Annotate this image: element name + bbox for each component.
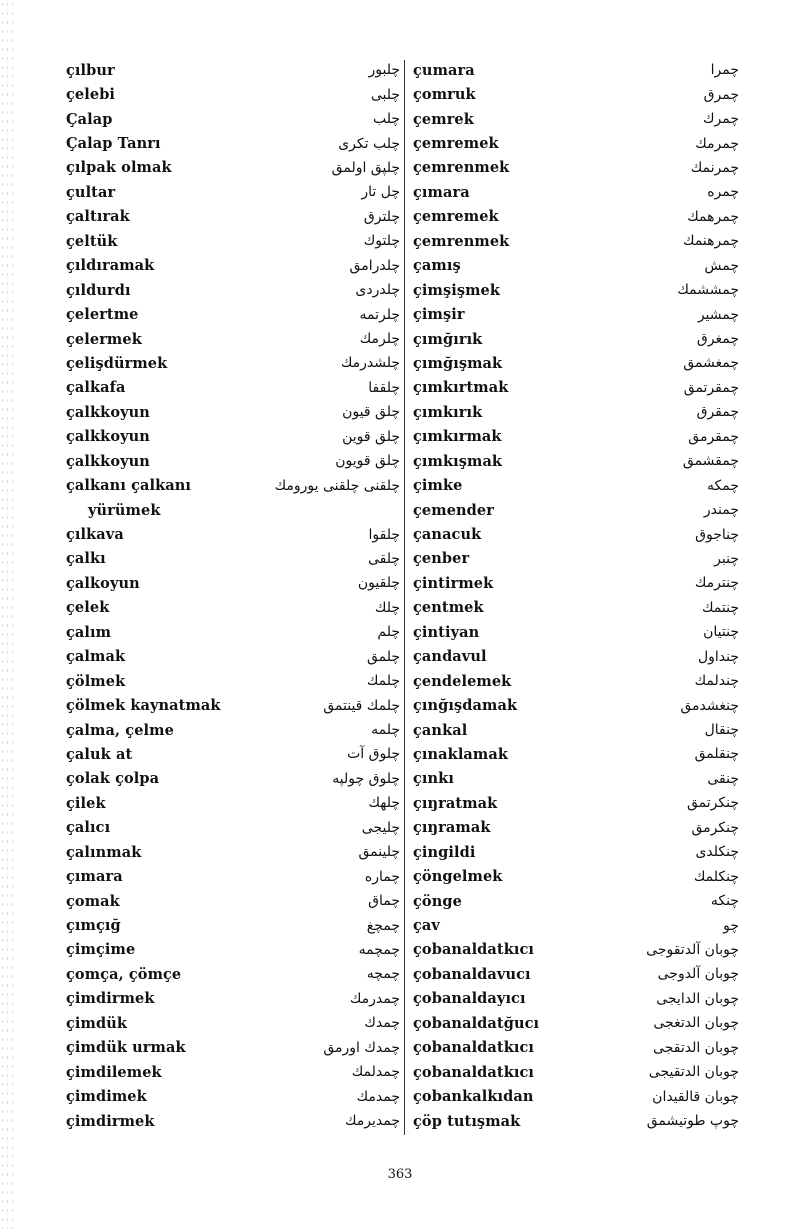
dictionary-entry: [413, 425, 739, 449]
entry-latin: yürümek: [88, 501, 161, 519]
entry-latin: çimdimek: [66, 1088, 147, 1106]
entry-ottoman: چمش: [704, 257, 739, 274]
entry-ottoman: چلمه: [371, 722, 400, 739]
entry-ottoman: چوبان قالقیدان: [652, 1088, 739, 1105]
entry-ottoman: چنترمك: [694, 575, 739, 592]
entry-ottoman: چلیجی: [361, 819, 400, 836]
dictionary-entry: [413, 1084, 739, 1108]
dictionary-entry: [413, 962, 739, 986]
entry-latin: çalınmak: [66, 843, 142, 861]
entry-latin: çalmak: [66, 648, 126, 666]
entry-latin: çölmek: [66, 672, 126, 690]
dictionary-entry: [66, 425, 400, 449]
entry-latin: çınaklamak: [413, 745, 509, 763]
entry-ottoman: چلدردی: [355, 282, 400, 299]
dictionary-entry: [66, 547, 400, 571]
dictionary-entry: [413, 767, 739, 791]
entry-ottoman: چوبان الدایجی: [656, 990, 739, 1007]
dictionary-entry: [66, 791, 400, 815]
entry-latin: çankal: [413, 721, 468, 739]
entry-ottoman: چلقنی چلقنی یورومك: [274, 477, 400, 494]
page-number: 363: [387, 1167, 413, 1182]
entry-latin: çalıcı: [66, 819, 111, 837]
right-column: [413, 58, 739, 1133]
dictionary-entry: [66, 816, 400, 840]
entry-ottoman: چمرهمك: [687, 208, 739, 225]
dictionary-entry: [413, 82, 739, 106]
entry-latin: çelebi: [66, 86, 116, 104]
entry-latin: çobanaldayıcı: [413, 990, 526, 1008]
entry-ottoman: چلبی: [370, 86, 400, 103]
entry-ottoman: چلق قویون: [335, 453, 400, 470]
dictionary-entry: [413, 596, 739, 620]
entry-ottoman: چمقرق: [696, 404, 739, 421]
entry-ottoman: چمرنمك: [690, 159, 739, 176]
entry-latin: çav: [413, 917, 440, 935]
dictionary-entry: [413, 180, 739, 204]
dictionary-entry: [66, 693, 400, 717]
entry-latin: çimdirmek: [66, 990, 155, 1008]
dictionary-entry: [66, 278, 400, 302]
entry-ottoman: چلك: [374, 599, 400, 616]
dictionary-entry: [413, 791, 739, 815]
entry-latin: çalkafa: [66, 379, 126, 397]
entry-ottoman: چمقشمق: [682, 453, 739, 470]
entry-latin: çalkkoyun: [66, 452, 150, 470]
entry-ottoman: چمقرتمق: [683, 379, 739, 396]
dictionary-entry: [413, 840, 739, 864]
entry-ottoman: چو: [723, 917, 739, 934]
entry-latin: çumara: [413, 61, 475, 79]
entry-latin: çimdilemek: [66, 1063, 162, 1081]
dictionary-entry: [413, 938, 739, 962]
entry-latin: çımkışmak: [413, 452, 503, 470]
entry-latin: çobanaldatğucı: [413, 1014, 540, 1032]
entry-ottoman: چلبور: [368, 62, 400, 79]
entry-ottoman: چل تار: [361, 184, 400, 201]
dictionary-entry: [66, 205, 400, 229]
dictionary-entry: [66, 131, 400, 155]
entry-latin: çalkanı çalkanı: [66, 477, 191, 495]
dictionary-entry: [413, 302, 739, 326]
dictionary-entry: [413, 473, 739, 497]
entry-latin: çendelemek: [413, 672, 512, 690]
dictionary-entry: [413, 547, 739, 571]
entry-ottoman: چلمق: [366, 648, 400, 665]
entry-ottoman: چوبان آلدوجی: [657, 966, 739, 983]
entry-latin: çöngelmek: [413, 868, 503, 886]
dictionary-entry: [66, 254, 400, 278]
entry-ottoman: چنتیان: [703, 624, 739, 641]
entry-latin: çingildi: [413, 843, 476, 861]
entry-ottoman: چمرك: [702, 111, 739, 128]
dictionary-entry: [413, 669, 739, 693]
dictionary-entry: [413, 718, 739, 742]
entry-ottoman: چنکلدی: [695, 844, 739, 861]
dictionary-entry: [413, 864, 739, 888]
entry-latin: çalkı: [66, 550, 106, 568]
dictionary-entry: [66, 498, 400, 522]
entry-ottoman: چنکرتمق: [686, 795, 739, 812]
entry-ottoman: چلم: [377, 624, 400, 641]
entry-ottoman: چمرهنمك: [683, 233, 739, 250]
entry-latin: çımkırık: [413, 403, 483, 421]
dictionary-entry: [413, 620, 739, 644]
entry-latin: çımğışmak: [413, 354, 503, 372]
entry-latin: çomak: [66, 892, 120, 910]
dictionary-entry: [66, 1011, 400, 1035]
entry-ottoman: چوبان آلدتقوجی: [646, 941, 739, 958]
dictionary-entry: [413, 571, 739, 595]
entry-ottoman: چلق قوین: [342, 428, 400, 445]
entry-latin: çölmek kaynatmak: [66, 697, 221, 715]
entry-ottoman: چندلمك: [694, 673, 739, 690]
entry-ottoman: چلوق چولپه: [332, 770, 400, 787]
entry-ottoman: چلترق: [363, 208, 400, 225]
dictionary-entry: [413, 278, 739, 302]
entry-ottoman: چنتمك: [702, 599, 739, 616]
dictionary-entry: [66, 376, 400, 400]
dictionary-entry: [413, 522, 739, 546]
dictionary-entry: [413, 1060, 739, 1084]
entry-ottoman: چلتوك: [363, 233, 400, 250]
entry-ottoman: چمرق: [703, 86, 739, 103]
entry-latin: çultar: [66, 183, 116, 201]
entry-ottoman: چلقفا: [368, 379, 400, 396]
dictionary-entry: [66, 767, 400, 791]
entry-ottoman: چمچمه: [358, 941, 400, 958]
entry-ottoman: چلق قیون: [342, 404, 400, 421]
entry-ottoman: چمدلمك: [351, 1064, 400, 1081]
dictionary-entry: [66, 742, 400, 766]
dictionary-entry: [66, 156, 400, 180]
entry-ottoman: چلشدرمك: [340, 355, 400, 372]
entry-ottoman: چنکه: [710, 893, 739, 910]
dictionary-entry: [66, 180, 400, 204]
entry-latin: çönge: [413, 892, 462, 910]
entry-ottoman: چنقی: [707, 770, 739, 787]
entry-latin: çimdük: [66, 1014, 128, 1032]
dictionary-entry: [66, 473, 400, 497]
dictionary-entry: [66, 1060, 400, 1084]
entry-ottoman: چمدك: [364, 1015, 400, 1032]
dictionary-entry: [66, 669, 400, 693]
entry-ottoman: چنغشدمق: [680, 697, 739, 714]
dictionary-entry: [66, 645, 400, 669]
dictionary-entry: [413, 156, 739, 180]
entry-latin: çemrenmek: [413, 232, 510, 250]
dictionary-entry: [66, 596, 400, 620]
entry-latin: çımkırmak: [413, 428, 502, 446]
entry-latin: çentmek: [413, 599, 484, 617]
entry-latin: çelermek: [66, 330, 142, 348]
entry-latin: çobanaldatkıcı: [413, 941, 535, 959]
dictionary-entry: [413, 816, 739, 840]
entry-ottoman: چوبان الدتغجی: [653, 1015, 739, 1032]
entry-ottoman: چمقرمق: [688, 428, 739, 445]
entry-ottoman: چمکه: [707, 477, 739, 494]
dictionary-entry: [413, 449, 739, 473]
entry-latin: çintirmek: [413, 574, 494, 592]
entry-ottoman: چنقلمق: [694, 746, 739, 763]
entry-ottoman: چمره: [707, 184, 739, 201]
dictionary-entry: [66, 449, 400, 473]
entry-ottoman: چلپق اولمق: [331, 159, 400, 176]
dictionary-entry: [413, 987, 739, 1011]
entry-ottoman: چلقوا: [368, 526, 400, 543]
entry-latin: çalkoyun: [66, 574, 140, 592]
entry-ottoman: چلب تکری: [338, 135, 400, 152]
entry-ottoman: چنکلمك: [693, 868, 739, 885]
entry-latin: çaluk at: [66, 745, 133, 763]
entry-latin: çintiyan: [413, 623, 480, 641]
column-divider: [404, 60, 405, 1135]
dictionary-entry: [413, 400, 739, 424]
entry-latin: çöp tutışmak: [413, 1112, 521, 1130]
entry-latin: çobankalkıdan: [413, 1088, 534, 1106]
dictionary-entry: [413, 376, 739, 400]
entry-latin: çandavul: [413, 648, 487, 666]
left-column: [66, 58, 400, 1133]
dictionary-entry: [413, 1109, 739, 1133]
entry-latin: çımara: [413, 183, 470, 201]
entry-latin: Çalap Tanrı: [66, 135, 161, 153]
dictionary-entry: [413, 889, 739, 913]
entry-ottoman: چمندر: [703, 502, 739, 519]
entry-ottoman: چماره: [364, 868, 400, 885]
entry-latin: çobanaldatkıcı: [413, 1063, 535, 1081]
entry-latin: çalkkoyun: [66, 428, 150, 446]
dictionary-entry: [413, 58, 739, 82]
entry-latin: çemremek: [413, 135, 499, 153]
entry-ottoman: چلهك: [368, 795, 400, 812]
entry-ottoman: چلرمك: [359, 331, 400, 348]
dictionary-entry: [66, 107, 400, 131]
entry-ottoman: چوپ طوتیشمق: [646, 1113, 739, 1130]
entry-ottoman: چمغشمق: [683, 355, 739, 372]
dictionary-entry: [66, 620, 400, 644]
entry-latin: çınkı: [413, 770, 454, 788]
entry-ottoman: چنداول: [697, 648, 739, 665]
entry-ottoman: چمشیر: [697, 306, 739, 323]
dictionary-entry: [66, 1036, 400, 1060]
entry-latin: çalım: [66, 623, 112, 641]
entry-latin: çobanaldatkıcı: [413, 1039, 535, 1057]
dictionary-entry: [66, 571, 400, 595]
entry-latin: çılpak olmak: [66, 159, 172, 177]
entry-latin: çeltük: [66, 232, 118, 250]
dictionary-entry: [66, 327, 400, 351]
entry-latin: çimdirmek: [66, 1112, 155, 1130]
entry-latin: Çalap: [66, 110, 113, 128]
entry-latin: çelek: [66, 599, 110, 617]
entry-ottoman: چنبر: [714, 550, 739, 567]
entry-ottoman: چوبان الدتقیجی: [648, 1064, 739, 1081]
entry-latin: çıŋramak: [413, 819, 491, 837]
entry-latin: çanacuk: [413, 526, 482, 544]
entry-latin: çemrek: [413, 110, 474, 128]
entry-ottoman: چماق: [368, 893, 400, 910]
dictionary-entry: [413, 645, 739, 669]
entry-latin: çimdük urmak: [66, 1039, 186, 1057]
entry-ottoman: چمدیرمك: [344, 1113, 400, 1130]
dictionary-entry: [66, 864, 400, 888]
dictionary-entry: [66, 522, 400, 546]
dictionary-entry: [66, 938, 400, 962]
entry-ottoman: چنقال: [704, 722, 739, 739]
dictionary-entry: [66, 1084, 400, 1108]
entry-ottoman: چوبان الدتقجی: [653, 1039, 739, 1056]
entry-latin: çelertme: [66, 306, 139, 324]
entry-latin: çamış: [413, 257, 461, 275]
entry-latin: çemender: [413, 501, 494, 519]
entry-latin: çemremek: [413, 208, 499, 226]
entry-latin: çimşişmek: [413, 281, 501, 299]
dictionary-entry: [66, 229, 400, 253]
entry-latin: çenber: [413, 550, 470, 568]
entry-latin: çimşir: [413, 306, 465, 324]
entry-latin: çomça, çömçe: [66, 965, 182, 983]
entry-ottoman: چمدمك: [356, 1088, 400, 1105]
entry-ottoman: چمدرمك: [349, 990, 400, 1007]
entry-ottoman: چمچغ: [366, 917, 400, 934]
entry-latin: çımkırtmak: [413, 379, 509, 397]
entry-ottoman: چلمك قینتمق: [323, 697, 400, 714]
entry-latin: çımara: [66, 868, 123, 886]
entry-ottoman: چلب: [372, 111, 400, 128]
entry-ottoman: چمغرق: [696, 331, 739, 348]
entry-latin: çimke: [413, 477, 463, 495]
entry-latin: çilek: [66, 794, 106, 812]
dictionary-entry: [413, 254, 739, 278]
dictionary-entry: [413, 327, 739, 351]
entry-latin: çaltırak: [66, 208, 130, 226]
dictionary-entry: [413, 131, 739, 155]
entry-ottoman: چلرتمه: [359, 306, 400, 323]
entry-latin: çimçime: [66, 941, 136, 959]
dictionary-entry: [66, 913, 400, 937]
dictionary-entry: [66, 400, 400, 424]
dictionary-entry: [413, 498, 739, 522]
entry-ottoman: چلقیون: [357, 575, 400, 592]
entry-ottoman: چمدك اورمق: [323, 1039, 400, 1056]
entry-ottoman: چلینمق: [358, 844, 400, 861]
dictionary-entry: [413, 693, 739, 717]
entry-latin: çalkkoyun: [66, 403, 150, 421]
entry-ottoman: چلوق آت: [347, 746, 400, 763]
dictionary-entry: [66, 840, 400, 864]
entry-latin: çolak çolpa: [66, 770, 160, 788]
entry-ottoman: چلقی: [367, 550, 400, 567]
dictionary-entry: [413, 205, 739, 229]
entry-ottoman: چنکرمق: [691, 819, 739, 836]
entry-ottoman: چمرمك: [695, 135, 739, 152]
dictionary-entry: [413, 351, 739, 375]
entry-latin: çalma, çelme: [66, 721, 174, 739]
dictionary-entry: [66, 58, 400, 82]
dictionary-entry: [66, 962, 400, 986]
entry-latin: çınğışdamak: [413, 697, 518, 715]
entry-latin: çılbur: [66, 61, 115, 79]
entry-latin: çıldurdı: [66, 281, 131, 299]
dictionary-entry: [413, 742, 739, 766]
dictionary-entry: [66, 889, 400, 913]
entry-latin: çıldıramak: [66, 257, 155, 275]
dictionary-entry: [66, 302, 400, 326]
dictionary-entry: [413, 913, 739, 937]
dictionary-entry: [413, 229, 739, 253]
dictionary-entry: [66, 1109, 400, 1133]
dictionary-entry: [66, 718, 400, 742]
entry-latin: çılkava: [66, 526, 124, 544]
entry-latin: çelişdürmek: [66, 354, 168, 372]
entry-latin: çemrenmek: [413, 159, 510, 177]
dictionary-entry: [413, 1036, 739, 1060]
scan-edge-noise: [0, 0, 14, 1229]
dictionary-entry: [66, 987, 400, 1011]
dictionary-entry: [413, 107, 739, 131]
entry-ottoman: چناجوق: [695, 526, 739, 543]
entry-ottoman: چمششمك: [677, 282, 739, 299]
entry-latin: çımğırık: [413, 330, 483, 348]
dictionary-entry: [66, 351, 400, 375]
entry-latin: çobanaldavucı: [413, 965, 531, 983]
dictionary-entry: [413, 1011, 739, 1035]
entry-latin: çomruk: [413, 86, 476, 104]
entry-ottoman: چمرا: [710, 62, 739, 79]
dictionary-entry: [66, 82, 400, 106]
entry-ottoman: چلمك: [366, 673, 400, 690]
entry-ottoman: چمچه: [366, 966, 400, 983]
entry-latin: çıŋratmak: [413, 794, 498, 812]
entry-ottoman: چلدرامق: [349, 257, 400, 274]
entry-latin: çımçığ: [66, 917, 121, 935]
